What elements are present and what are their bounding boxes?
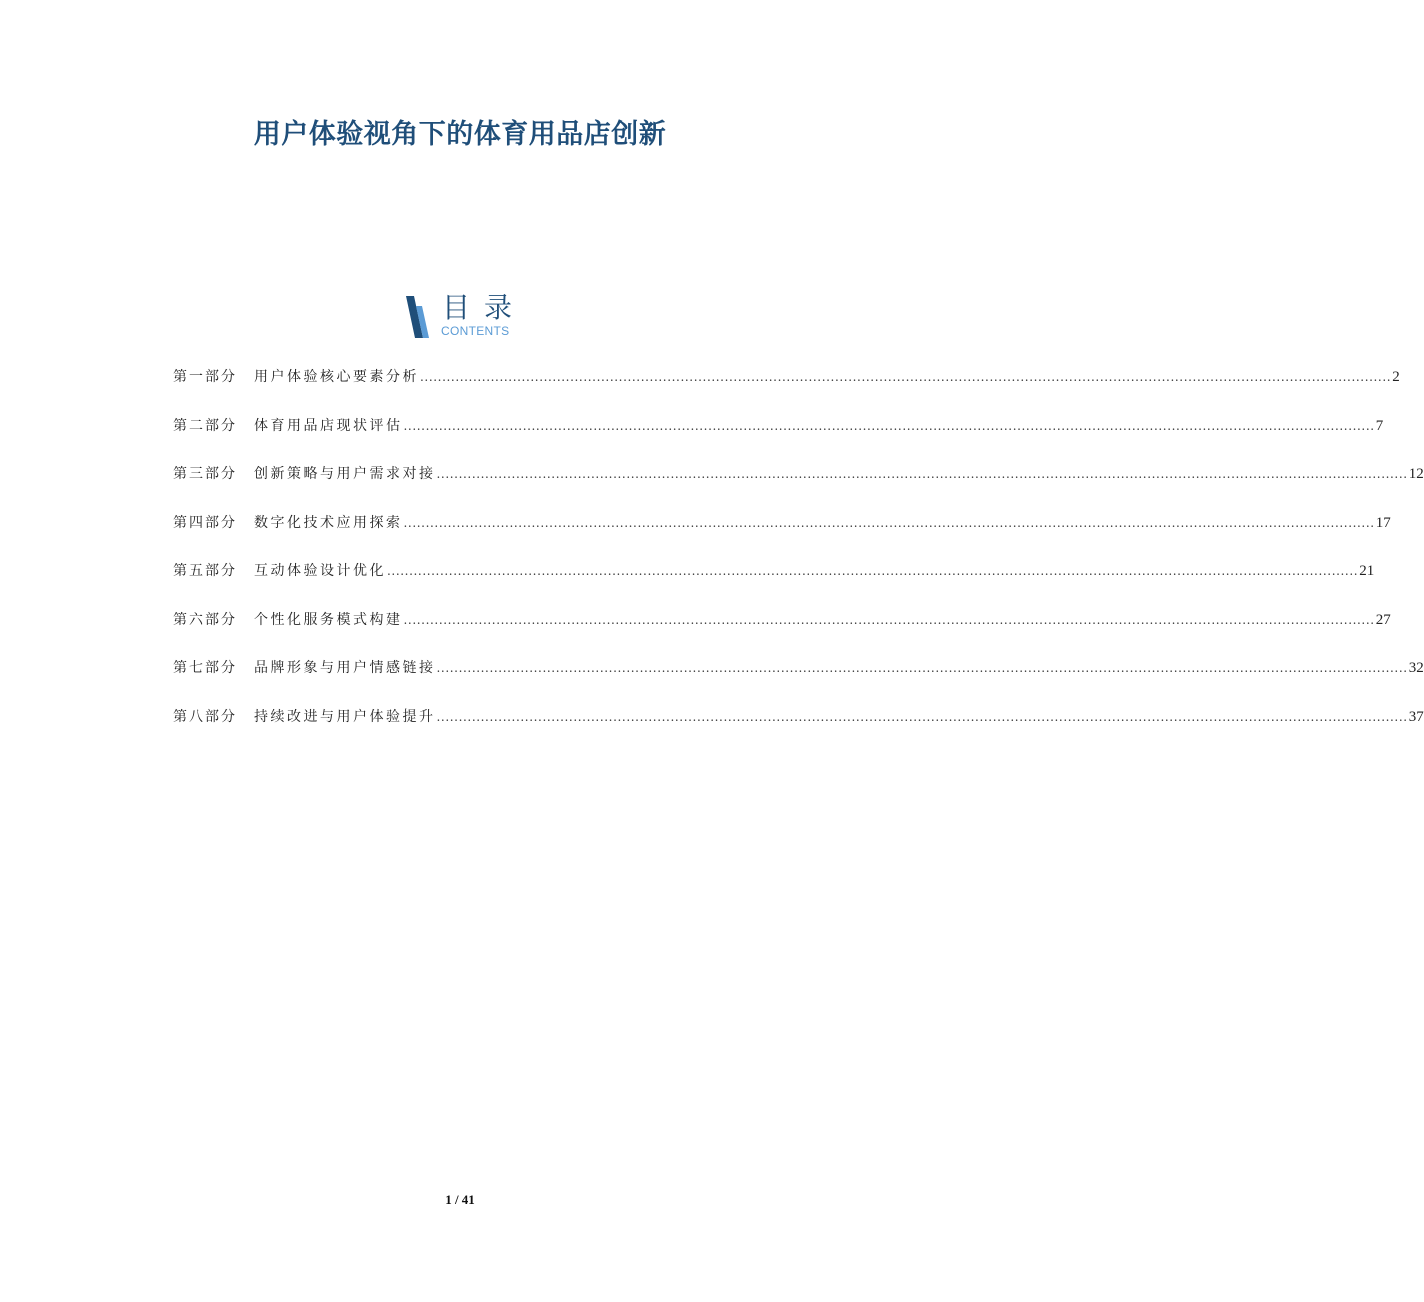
toc-part-label: 第三部分 bbox=[173, 466, 237, 482]
toc-page-number: 17 bbox=[1375, 514, 1391, 531]
toc-entry[interactable] bbox=[173, 463, 1424, 512]
toc-page-number: 2 bbox=[1392, 369, 1400, 385]
toc-entry[interactable] bbox=[173, 706, 1424, 755]
toc-part-label: 第五部分 bbox=[173, 563, 237, 579]
toc-leader-dots: ............................................................................................................................................................................................................................ bbox=[436, 709, 1408, 724]
toc-part-label: 第七部分 bbox=[173, 660, 237, 676]
toc-entry-title: 数字化技术应用探索 bbox=[254, 514, 403, 531]
toc-subheading: CONTENTS bbox=[441, 324, 510, 338]
toc-leader-dots: ............................................................................................................................................................................................................................ bbox=[436, 661, 1408, 675]
toc-page-number: 32 bbox=[1408, 660, 1424, 676]
toc-entry-title: 互动体验设计优化 bbox=[254, 563, 386, 579]
toc-leader-dots: ............................................................................................................................................................................................................................ bbox=[403, 515, 1375, 530]
toc-page-number: 7 bbox=[1375, 417, 1384, 434]
toc-leader-dots: ............................................................................................................................................................................................................................ bbox=[403, 612, 1375, 627]
toc-part-label: 第六部分 bbox=[173, 611, 237, 628]
toc-entry[interactable] bbox=[173, 609, 1391, 658]
toc-leader-dots: ............................................................................................................................................................................................................................ bbox=[436, 467, 1408, 481]
page-indicator: 1 / 41 bbox=[445, 1192, 475, 1207]
toc-entry[interactable] bbox=[173, 512, 1391, 561]
toc-part-label: 第四部分 bbox=[173, 514, 237, 531]
toc-entry-title: 创新策略与用户需求对接 bbox=[254, 466, 436, 482]
toc-part-label: 第二部分 bbox=[173, 417, 237, 434]
toc-leader-dots: ............................................................................................................................................................................................................................ bbox=[403, 418, 1375, 433]
toc-header bbox=[404, 292, 534, 342]
toc-list bbox=[173, 366, 1424, 754]
document-title: 用户体验视角下的体育用品店创新 bbox=[253, 119, 667, 150]
toc-page-number: 37 bbox=[1408, 708, 1424, 725]
toc-entry[interactable] bbox=[173, 560, 1375, 609]
toc-leader-dots: ............................................................................................................................................................................................................................ bbox=[420, 370, 1392, 384]
toc-heading: 目录 bbox=[442, 291, 527, 324]
toc-entry-title: 持续改进与用户体验提升 bbox=[254, 708, 436, 725]
toc-leader-dots: ............................................................................................................................................................................................................................ bbox=[387, 564, 1359, 578]
toc-page-number: 27 bbox=[1375, 611, 1391, 628]
toc-entry[interactable] bbox=[173, 415, 1384, 464]
toc-entry-title: 品牌形象与用户情感链接 bbox=[254, 660, 436, 676]
toc-entry-title: 用户体验核心要素分析 bbox=[254, 369, 419, 385]
toc-entry[interactable] bbox=[173, 657, 1424, 706]
toc-part-label: 第八部分 bbox=[173, 708, 237, 725]
toc-part-label: 第一部分 bbox=[173, 369, 237, 385]
toc-entry[interactable] bbox=[173, 366, 1400, 415]
toc-entry-title: 体育用品店现状评估 bbox=[254, 417, 403, 434]
toc-entry-title: 个性化服务模式构建 bbox=[254, 611, 403, 628]
toc-page-number: 12 bbox=[1408, 466, 1424, 482]
toc-logo-icon bbox=[404, 296, 430, 338]
toc-page-number: 21 bbox=[1359, 563, 1375, 579]
